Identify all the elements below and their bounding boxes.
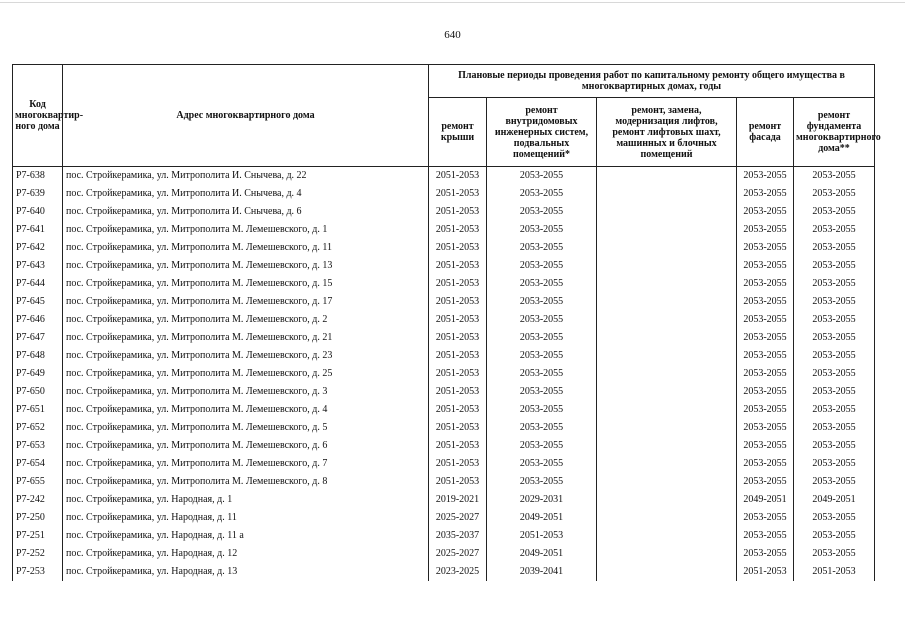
cell-roof: 2051-2053 [429,329,487,347]
capital-repair-table [12,64,881,581]
header-facade: ремонт фасада [737,98,794,167]
cell-code: Р7-655 [13,473,63,491]
cell-elevators [597,203,737,221]
cell-roof: 2051-2053 [429,401,487,419]
page-number: 640 [444,29,461,41]
cell-address: пос. Стройкерамика, ул. Митрополита М. Лемешевского, д. 7 [63,455,429,473]
cell-facade: 2053-2055 [737,257,794,275]
cell-address: пос. Стройкерамика, ул. Митрополита И. Снычева, д. 22 [63,167,429,186]
cell-foundation: 2053-2055 [794,437,875,455]
cell-systems: 2053-2055 [487,437,597,455]
cell-systems: 2029-2031 [487,491,597,509]
cell-facade: 2053-2055 [737,239,794,257]
cell-roof: 2051-2053 [429,185,487,203]
cell-systems: 2053-2055 [487,185,597,203]
cell-address: пос. Стройкерамика, ул. Народная, д. 11 а [63,527,429,545]
cell-address: пос. Стройкерамика, ул. Народная, д. 1 [63,491,429,509]
cell-code: Р7-645 [13,293,63,311]
cell-elevators [597,185,737,203]
cell-foundation: 2053-2055 [794,221,875,239]
cell-systems: 2049-2051 [487,545,597,563]
cell-foundation: 2053-2055 [794,527,875,545]
cell-foundation: 2051-2053 [794,563,875,581]
cell-elevators [597,455,737,473]
cell-elevators [597,329,737,347]
cell-systems: 2053-2055 [487,401,597,419]
cell-code: Р7-644 [13,275,63,293]
table-row [13,275,875,293]
cell-roof: 2035-2037 [429,527,487,545]
cell-systems: 2053-2055 [487,365,597,383]
cell-roof: 2051-2053 [429,419,487,437]
cell-roof: 2051-2053 [429,221,487,239]
table-row [13,239,875,257]
cell-code: Р7-641 [13,221,63,239]
cell-roof: 2051-2053 [429,167,487,186]
cell-code: Р7-640 [13,203,63,221]
cell-foundation: 2053-2055 [794,185,875,203]
cell-address: пос. Стройкерамика, ул. Народная, д. 11 [63,509,429,527]
cell-address: пос. Стройкерамика, ул. Митрополита М. Лемешевского, д. 25 [63,365,429,383]
cell-address: пос. Стройкерамика, ул. Митрополита М. Лемешевского, д. 6 [63,437,429,455]
cell-systems: 2053-2055 [487,383,597,401]
cell-elevators [597,383,737,401]
table-row [13,167,875,186]
table-row [13,293,875,311]
cell-systems: 2053-2055 [487,167,597,186]
cell-elevators [597,437,737,455]
header-planned-periods: Плановые периоды проведения работ по капитальному ремонту общего имущества в многоквартирных домах, годы [429,65,875,98]
table-row [13,527,875,545]
cell-code: Р7-647 [13,329,63,347]
cell-facade: 2053-2055 [737,167,794,186]
cell-address: пос. Стройкерамика, ул. Митрополита М. Лемешевского, д. 3 [63,383,429,401]
cell-roof: 2051-2053 [429,473,487,491]
cell-code: Р7-242 [13,491,63,509]
cell-facade: 2053-2055 [737,401,794,419]
header-foundation: ремонт фундамента многоквартирного дома** [794,98,875,167]
cell-facade: 2053-2055 [737,293,794,311]
cell-elevators [597,401,737,419]
cell-roof: 2023-2025 [429,563,487,581]
cell-address: пос. Стройкерамика, ул. Митрополита М. Лемешевского, д. 8 [63,473,429,491]
cell-foundation: 2053-2055 [794,401,875,419]
cell-elevators [597,347,737,365]
table-row [13,347,875,365]
cell-code: Р7-651 [13,401,63,419]
cell-code: Р7-638 [13,167,63,186]
cell-code: Р7-652 [13,419,63,437]
header-roof: ремонт крыши [429,98,487,167]
cell-facade: 2053-2055 [737,383,794,401]
cell-roof: 2025-2027 [429,545,487,563]
cell-systems: 2053-2055 [487,473,597,491]
cell-systems: 2053-2055 [487,221,597,239]
cell-roof: 2051-2053 [429,275,487,293]
cell-elevators [597,563,737,581]
cell-systems: 2049-2051 [487,509,597,527]
cell-elevators [597,221,737,239]
cell-elevators [597,239,737,257]
top-divider [0,2,905,3]
cell-elevators [597,311,737,329]
cell-elevators [597,257,737,275]
cell-systems: 2053-2055 [487,257,597,275]
cell-systems: 2053-2055 [487,419,597,437]
cell-foundation: 2053-2055 [794,455,875,473]
cell-facade: 2053-2055 [737,275,794,293]
cell-systems: 2053-2055 [487,311,597,329]
cell-foundation: 2053-2055 [794,275,875,293]
cell-address: пос. Стройкерамика, ул. Митрополита М. Лемешевского, д. 1 [63,221,429,239]
cell-roof: 2051-2053 [429,365,487,383]
cell-facade: 2053-2055 [737,221,794,239]
cell-elevators [597,419,737,437]
cell-facade: 2053-2055 [737,347,794,365]
cell-address: пос. Стройкерамика, ул. Народная, д. 12 [63,545,429,563]
cell-code: Р7-250 [13,509,63,527]
cell-facade: 2049-2051 [737,491,794,509]
cell-address: пос. Стройкерамика, ул. Митрополита М. Лемешевского, д. 4 [63,401,429,419]
cell-code: Р7-654 [13,455,63,473]
cell-code: Р7-646 [13,311,63,329]
cell-systems: 2053-2055 [487,293,597,311]
cell-roof: 2051-2053 [429,455,487,473]
cell-systems: 2039-2041 [487,563,597,581]
header-systems: ремонт внутридомовых инженерных систем, подвальных помещений* [487,98,597,167]
cell-address: пос. Стройкерамика, ул. Митрополита М. Лемешевского, д. 21 [63,329,429,347]
cell-facade: 2053-2055 [737,509,794,527]
cell-foundation: 2053-2055 [794,509,875,527]
cell-code: Р7-653 [13,437,63,455]
cell-roof: 2051-2053 [429,347,487,365]
header-address: Адрес многоквартирного дома [63,65,429,167]
cell-systems: 2053-2055 [487,347,597,365]
table-row [13,365,875,383]
cell-elevators [597,509,737,527]
cell-code: Р7-252 [13,545,63,563]
header-elevators: ремонт, замена, модернизация лифтов, ремонт лифтовых шахт, машинных и блочных помещений [597,98,737,167]
cell-roof: 2025-2027 [429,509,487,527]
cell-code: Р7-650 [13,383,63,401]
cell-address: пос. Стройкерамика, ул. Митрополита М. Лемешевского, д. 15 [63,275,429,293]
cell-systems: 2051-2053 [487,527,597,545]
cell-roof: 2051-2053 [429,257,487,275]
cell-facade: 2053-2055 [737,185,794,203]
cell-roof: 2051-2053 [429,311,487,329]
cell-address: пос. Стройкерамика, ул. Митрополита И. Снычева, д. 4 [63,185,429,203]
cell-facade: 2053-2055 [737,203,794,221]
cell-code: Р7-643 [13,257,63,275]
cell-facade: 2053-2055 [737,527,794,545]
cell-elevators [597,167,737,186]
table-body [13,167,875,582]
cell-foundation: 2053-2055 [794,203,875,221]
cell-facade: 2053-2055 [737,545,794,563]
cell-address: пос. Стройкерамика, ул. Митрополита М. Лемешевского, д. 5 [63,419,429,437]
cell-systems: 2053-2055 [487,329,597,347]
cell-facade: 2051-2053 [737,563,794,581]
cell-address: пос. Стройкерамика, ул. Народная, д. 13 [63,563,429,581]
table-row [13,185,875,203]
cell-roof: 2051-2053 [429,293,487,311]
cell-foundation: 2049-2051 [794,491,875,509]
table-row [13,383,875,401]
cell-systems: 2053-2055 [487,275,597,293]
cell-roof: 2051-2053 [429,203,487,221]
cell-foundation: 2053-2055 [794,545,875,563]
header-code: Код многоквартир-ного дома [13,65,63,167]
cell-foundation: 2053-2055 [794,329,875,347]
cell-facade: 2053-2055 [737,473,794,491]
cell-facade: 2053-2055 [737,311,794,329]
cell-roof: 2019-2021 [429,491,487,509]
cell-roof: 2051-2053 [429,383,487,401]
cell-elevators [597,473,737,491]
cell-elevators [597,365,737,383]
table-row [13,257,875,275]
table-row [13,563,875,581]
table-row [13,419,875,437]
cell-foundation: 2053-2055 [794,383,875,401]
table-row [13,545,875,563]
cell-code: Р7-642 [13,239,63,257]
cell-elevators [597,527,737,545]
cell-address: пос. Стройкерамика, ул. Митрополита И. Снычева, д. 6 [63,203,429,221]
table-row [13,491,875,509]
cell-foundation: 2053-2055 [794,419,875,437]
cell-code: Р7-648 [13,347,63,365]
cell-foundation: 2053-2055 [794,167,875,186]
table-row [13,329,875,347]
cell-address: пос. Стройкерамика, ул. Митрополита М. Лемешевского, д. 13 [63,257,429,275]
table-row [13,203,875,221]
cell-foundation: 2053-2055 [794,347,875,365]
table-row [13,221,875,239]
table-row [13,473,875,491]
cell-code: Р7-649 [13,365,63,383]
cell-foundation: 2053-2055 [794,293,875,311]
cell-code: Р7-253 [13,563,63,581]
cell-facade: 2053-2055 [737,419,794,437]
table-row [13,455,875,473]
cell-address: пос. Стройкерамика, ул. Митрополита М. Лемешевского, д. 17 [63,293,429,311]
cell-facade: 2053-2055 [737,365,794,383]
cell-address: пос. Стройкерамика, ул. Митрополита М. Лемешевского, д. 11 [63,239,429,257]
cell-roof: 2051-2053 [429,239,487,257]
cell-address: пос. Стройкерамика, ул. Митрополита М. Лемешевского, д. 2 [63,311,429,329]
cell-elevators [597,545,737,563]
table-row [13,437,875,455]
cell-elevators [597,293,737,311]
cell-systems: 2053-2055 [487,203,597,221]
cell-foundation: 2053-2055 [794,311,875,329]
table-row [13,311,875,329]
table-row [13,509,875,527]
cell-facade: 2053-2055 [737,437,794,455]
cell-systems: 2053-2055 [487,455,597,473]
cell-facade: 2053-2055 [737,455,794,473]
cell-foundation: 2053-2055 [794,239,875,257]
table-row [13,401,875,419]
cell-elevators [597,275,737,293]
cell-roof: 2051-2053 [429,437,487,455]
cell-code: Р7-251 [13,527,63,545]
cell-code: Р7-639 [13,185,63,203]
cell-foundation: 2053-2055 [794,365,875,383]
cell-systems: 2053-2055 [487,239,597,257]
cell-foundation: 2053-2055 [794,257,875,275]
cell-address: пос. Стройкерамика, ул. Митрополита М. Лемешевского, д. 23 [63,347,429,365]
cell-foundation: 2053-2055 [794,473,875,491]
cell-elevators [597,491,737,509]
cell-facade: 2053-2055 [737,329,794,347]
